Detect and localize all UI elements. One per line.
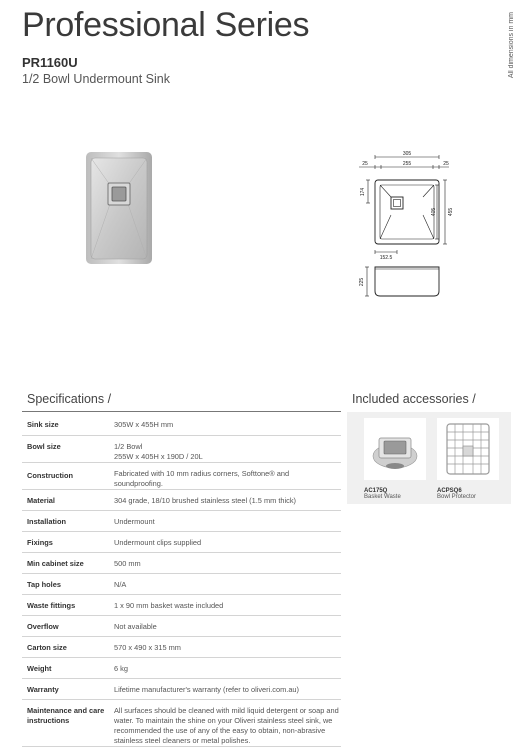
spec-label: Material: [22, 489, 109, 510]
spec-label: Overflow: [22, 615, 109, 636]
dim-inner-width: 255: [402, 161, 412, 167]
spec-value: 305W x 455H mm: [109, 414, 341, 435]
specifications-heading: Specifications /: [27, 392, 112, 406]
specifications-divider: [22, 411, 341, 412]
spec-value: 1 x 90 mm basket waste included: [109, 594, 341, 615]
spec-label: Carton size: [22, 636, 109, 657]
spec-label: Bowl size: [22, 435, 109, 462]
spec-value: All surfaces should be cleaned with mild liquid detergent or soap and water. To maintain the shine on your Oliveri stainless steel sink, we recommended the use of any of the easy to obtain, non-abrasive stainless steel cleaners or metal polishes.: [109, 699, 341, 746]
spec-value: 304 grade, 18/10 brushed stainless steel (1.5 mm thick): [109, 489, 341, 510]
table-row: [22, 678, 341, 699]
spec-value: Not available: [109, 615, 341, 636]
spec-label: Warranty: [22, 678, 109, 699]
table-row: [22, 699, 341, 746]
table-row: [22, 573, 341, 594]
spec-value: 6 kg: [109, 657, 341, 678]
page-title: Professional Series: [22, 6, 310, 44]
table-row: [22, 636, 341, 657]
spec-label: Installation: [22, 510, 109, 531]
dim-outer-height: 455: [448, 207, 454, 217]
sink-product-photo: [86, 152, 152, 264]
dim-depth: 225: [359, 277, 365, 287]
spec-value: 570 x 490 x 315 mm: [109, 636, 341, 657]
spec-value: Undermount: [109, 510, 341, 531]
dim-inner-height: 405: [431, 207, 437, 217]
table-row: [22, 510, 341, 531]
accessory-name: Basket Waste: [364, 494, 401, 500]
bowl-protector-image: [437, 418, 499, 480]
table-row: [22, 615, 341, 636]
spec-value: 500 mm: [109, 552, 341, 573]
accessory-name: Bowl Protector: [437, 494, 477, 500]
spec-label: Waste fittings: [22, 594, 109, 615]
table-row: [22, 594, 341, 615]
table-row: [22, 489, 341, 510]
dim-right-margin: 25: [443, 161, 449, 167]
spec-value: Lifetime manufacturer's warranty (refer to oliveri.com.au): [109, 678, 341, 699]
table-row: [22, 657, 341, 678]
dimensions-note: All dimensions in mm: [508, 12, 515, 79]
dim-offset-top: 174: [360, 187, 366, 197]
accessories-heading: Included accessories /: [352, 392, 476, 406]
basket-waste-image: [364, 418, 426, 480]
spec-label: Min cabinet size: [22, 552, 109, 573]
specifications-table: [22, 414, 341, 747]
spec-label: Construction: [22, 462, 109, 489]
accessory-code: ACPSQ6: [437, 488, 462, 494]
spec-value: N/A: [109, 573, 341, 594]
spec-label: Maintenance and care instructions: [22, 699, 109, 746]
dim-waste-offset: 152.5: [379, 255, 393, 261]
table-row: [22, 552, 341, 573]
dim-top-width: 305: [402, 151, 412, 157]
table-row: [22, 414, 341, 435]
dim-left-margin: 25: [362, 161, 368, 167]
spec-value: Undermount clips supplied: [109, 531, 341, 552]
technical-drawing: [345, 145, 455, 310]
table-row: [22, 531, 341, 552]
spec-value: 1/2 Bowl 255W x 405H x 190D / 20L: [109, 435, 341, 462]
product-subtitle: 1/2 Bowl Undermount Sink: [22, 72, 170, 86]
spec-label: Weight: [22, 657, 109, 678]
spec-label: Tap holes: [22, 573, 109, 594]
table-row: [22, 462, 341, 489]
spec-value: Fabricated with 10 mm radius corners, Softtone® and soundproofing.: [109, 462, 341, 489]
accessory-basket-waste: [364, 418, 426, 500]
model-number: PR1160U: [22, 55, 78, 70]
spec-label: Sink size: [22, 414, 109, 435]
spec-label: Fixings: [22, 531, 109, 552]
accessory-bowl-protector: [437, 418, 499, 500]
accessory-code: AC175Q: [364, 488, 388, 494]
table-row: [22, 435, 341, 462]
